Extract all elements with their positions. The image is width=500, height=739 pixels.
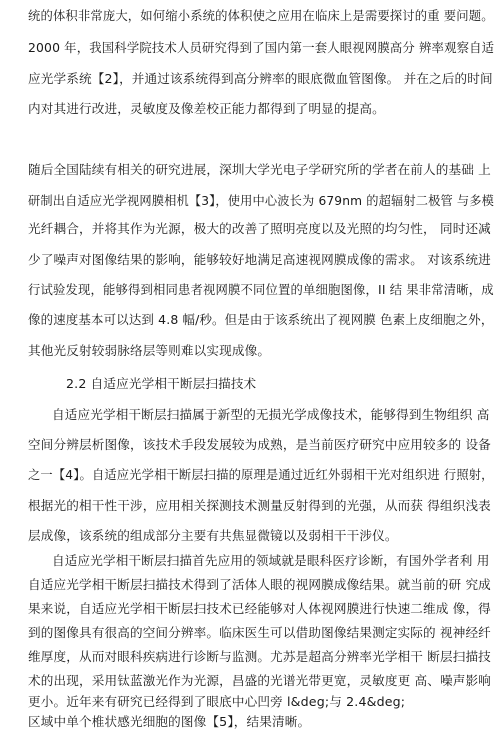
text-line: 自适应光学相干断层扫描技术得到了活体人眼的视网膜成像结果。就当前的研 究成 (28, 577, 491, 592)
text-line: 之一【4】。自适应光学相干断层扫描的原理是通过近红外弱相干光对组织进 行照射， (28, 467, 494, 482)
text-line: 自适应光学相干断层扫描属于新型的无损光学成像技术，能够得到生物组织 高 (52, 407, 490, 422)
text-line: 统的体积非常庞大，如何缩小系统的体积使之应用在临床上是需要探讨的重 要问题。 (28, 8, 494, 23)
text-line: 其他光反射较弱脉络层等则难以实现成像。 (28, 343, 271, 358)
text-line: 行试验发现，能够得到相同患者视网膜不同位置的单细胞图像，II 结 果非常清晰，成 (28, 282, 494, 297)
text-line: 到的图像具有很高的空间分辨率。临床医生可以借助图像结果测定实际的 视神经纤 (28, 625, 491, 640)
text-line: 维厚度，从而对眼科疾病进行诊断与监测。尤苏是超高分辨率光学相干 断层扫描技 (28, 649, 491, 664)
text-line: 根据光的相干性干涉，应用相关探测技术测量反射得到的光强，从而获 得组织浅表 (28, 498, 491, 513)
text-line: 区域中单个椎状感光细胞的图像【5】，结果清晰。 (28, 714, 311, 729)
section-heading: 2.2 自适应光学相干断层扫描技术 (66, 376, 257, 391)
text-line: 层成像，该系统的组成部分主要有共焦显微镜以及弱相干干涉仪。 (28, 528, 398, 543)
text-line: 像的速度基本可以达到 4.8 幅/秒。但是由于该系统出了视网膜 色素上皮细胞之外， (28, 312, 494, 327)
text-line: 光纤耦合，并将其作为光源，极大的改善了照明亮度以及光照的均匀性， 同时还减 (28, 221, 491, 236)
text-line: 果来说，自适应光学相干断层扫技术已经能够对人体视网膜进行快速二维成 像，得 (28, 601, 491, 616)
text-line: 应光学系统【2】，并通过该系统得到高分辨率的眼底微血管图像。 并在之后的时间 (28, 71, 493, 86)
text-line: 研制出自适应光学视网膜相机【3】，使用中心波长为 679nm 的超辐射二极管 与多模 (28, 193, 494, 208)
text-line: 术的出现，采用钛蓝激光作为光源，昌盛的光谱光带更宽，灵敏度更 高、噪声影响 (28, 673, 491, 688)
text-line: 2000 年，我国科学院技术人员研究得到了国内第一套人眼视网膜高分 辨率观察自适 (28, 40, 495, 55)
text-line: 随后全国陆续有相关的研究进展，深圳大学光电子学研究所的学者在前人的基础 上 (28, 162, 491, 177)
text-line: 少了噪声对图像结果的影响，能够较好地满足高速视网膜成像的需求。 对该系统进 (28, 252, 491, 267)
text-line: 空间分辨层析图像，该技术手段发展较为成熟，是当前医疗研究中应用较多的 设备 (28, 437, 491, 452)
text-line: 自适应光学相干断层扫描首先应用的领域就是眼科医疗诊断，有国外学者利 用 (52, 553, 490, 568)
text-line: 更小。近年来有研究已经得到了眼底中心凹旁 l&deg;与 2.4&deg; (28, 694, 406, 709)
text-line: 内对其进行改进，灵敏度及像差校正能力都得到了明显的提高。 (28, 101, 385, 116)
